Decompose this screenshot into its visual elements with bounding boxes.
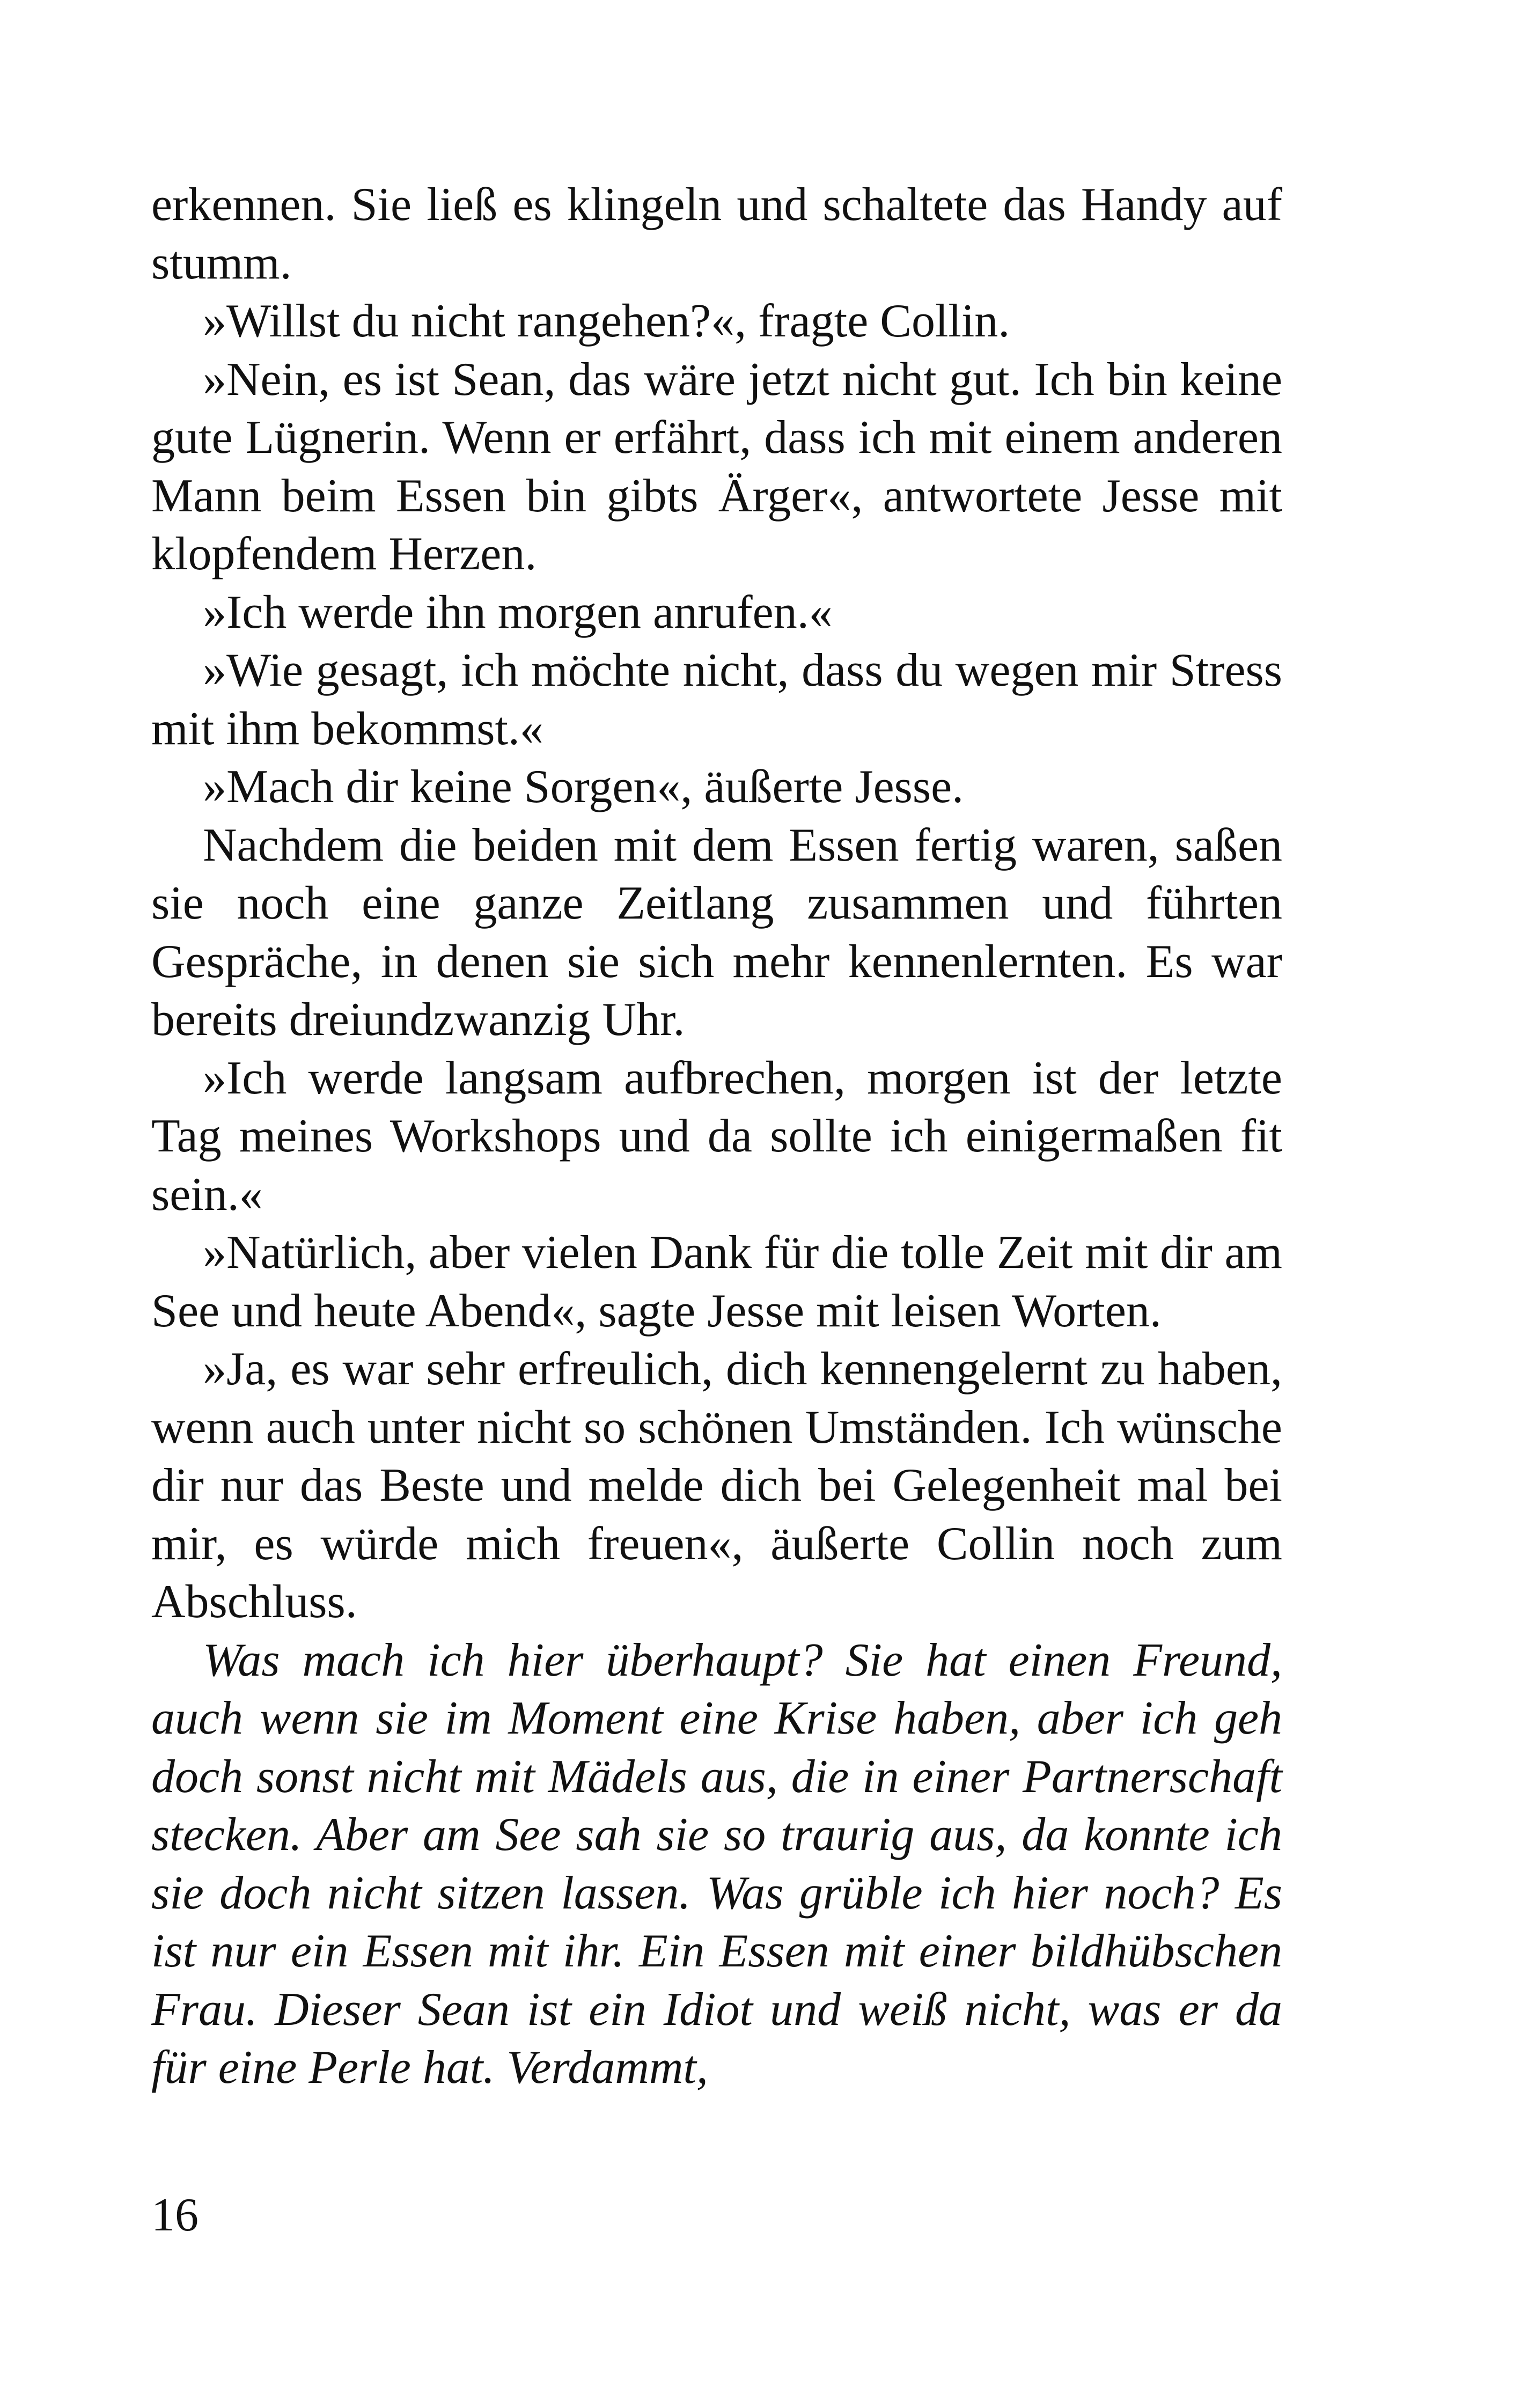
paragraph: »Ich werde ihn morgen anrufen.« [203, 586, 833, 638]
paragraph: »Wie gesagt, ich möchte nicht, dass du wegen mir Stress mit ihm bekommst.« [151, 644, 1282, 755]
paragraph: »Natürlich, aber vielen Dank für die tolle Zeit mit dir am See und heute Abend«, sagte Jesse mit leisen Worten. [151, 1227, 1282, 1337]
paragraph: erkennen. Sie ließ es klingeln und schaltete das Handy auf stumm. [151, 179, 1282, 289]
paragraph: »Nein, es ist Sean, das wäre jetzt nicht gut. Ich bin keine gute Lügnerin. Wenn er erfährt, dass ich mit einem anderen Mann beim Essen bin gibts Ärger«, antwortete Jesse mit klopfendem Herzen. [151, 353, 1282, 580]
inner-monologue-paragraph: Was mach ich hier überhaupt? Sie hat einen Freund, auch wenn sie im Moment eine Krise haben, aber ich geh doch sonst nicht mit Mädels aus, die in einer Partnerschaft stecken. Aber am See sah sie so traurig aus, da konnte ich sie doch nicht sitzen lassen. Was grüble ich hier noch? Es ist nur ein Essen mit ihr. Ein Essen mit einer bildhübschen Frau. Dieser Sean ist ein Idiot und weiß nicht, was er da für eine Perle hat. Verdammt, [151, 1634, 1282, 2094]
body-text [151, 176, 1282, 2097]
paragraph: Nachdem die beiden mit dem Essen fertig waren, saßen sie noch eine ganze Zeitlang zusammen und führten Gespräche, in denen sie sich mehr kennenlernten. Es war bereits dreiundzwanzig Uhr. [151, 819, 1282, 1046]
paragraph: »Ich werde langsam aufbrechen, morgen ist der letzte Tag meines Workshops und da sollte ich einigermaßen fit sein.« [151, 1052, 1282, 1221]
page-number: 16 [151, 2189, 199, 2241]
paragraph: »Ja, es war sehr erfreulich, dich kennengelernt zu haben, wenn auch unter nicht so schönen Umständen. Ich wünsche dir nur das Beste und melde dich bei Gelegenheit mal bei mir, es würde mich freuen«, äußerte Collin noch zum Abschluss. [151, 1343, 1282, 1628]
paragraph: »Mach dir keine Sorgen«, äußerte Jesse. [203, 761, 964, 813]
paragraph: »Willst du nicht rangehen?«, fragte Collin. [203, 295, 1010, 347]
